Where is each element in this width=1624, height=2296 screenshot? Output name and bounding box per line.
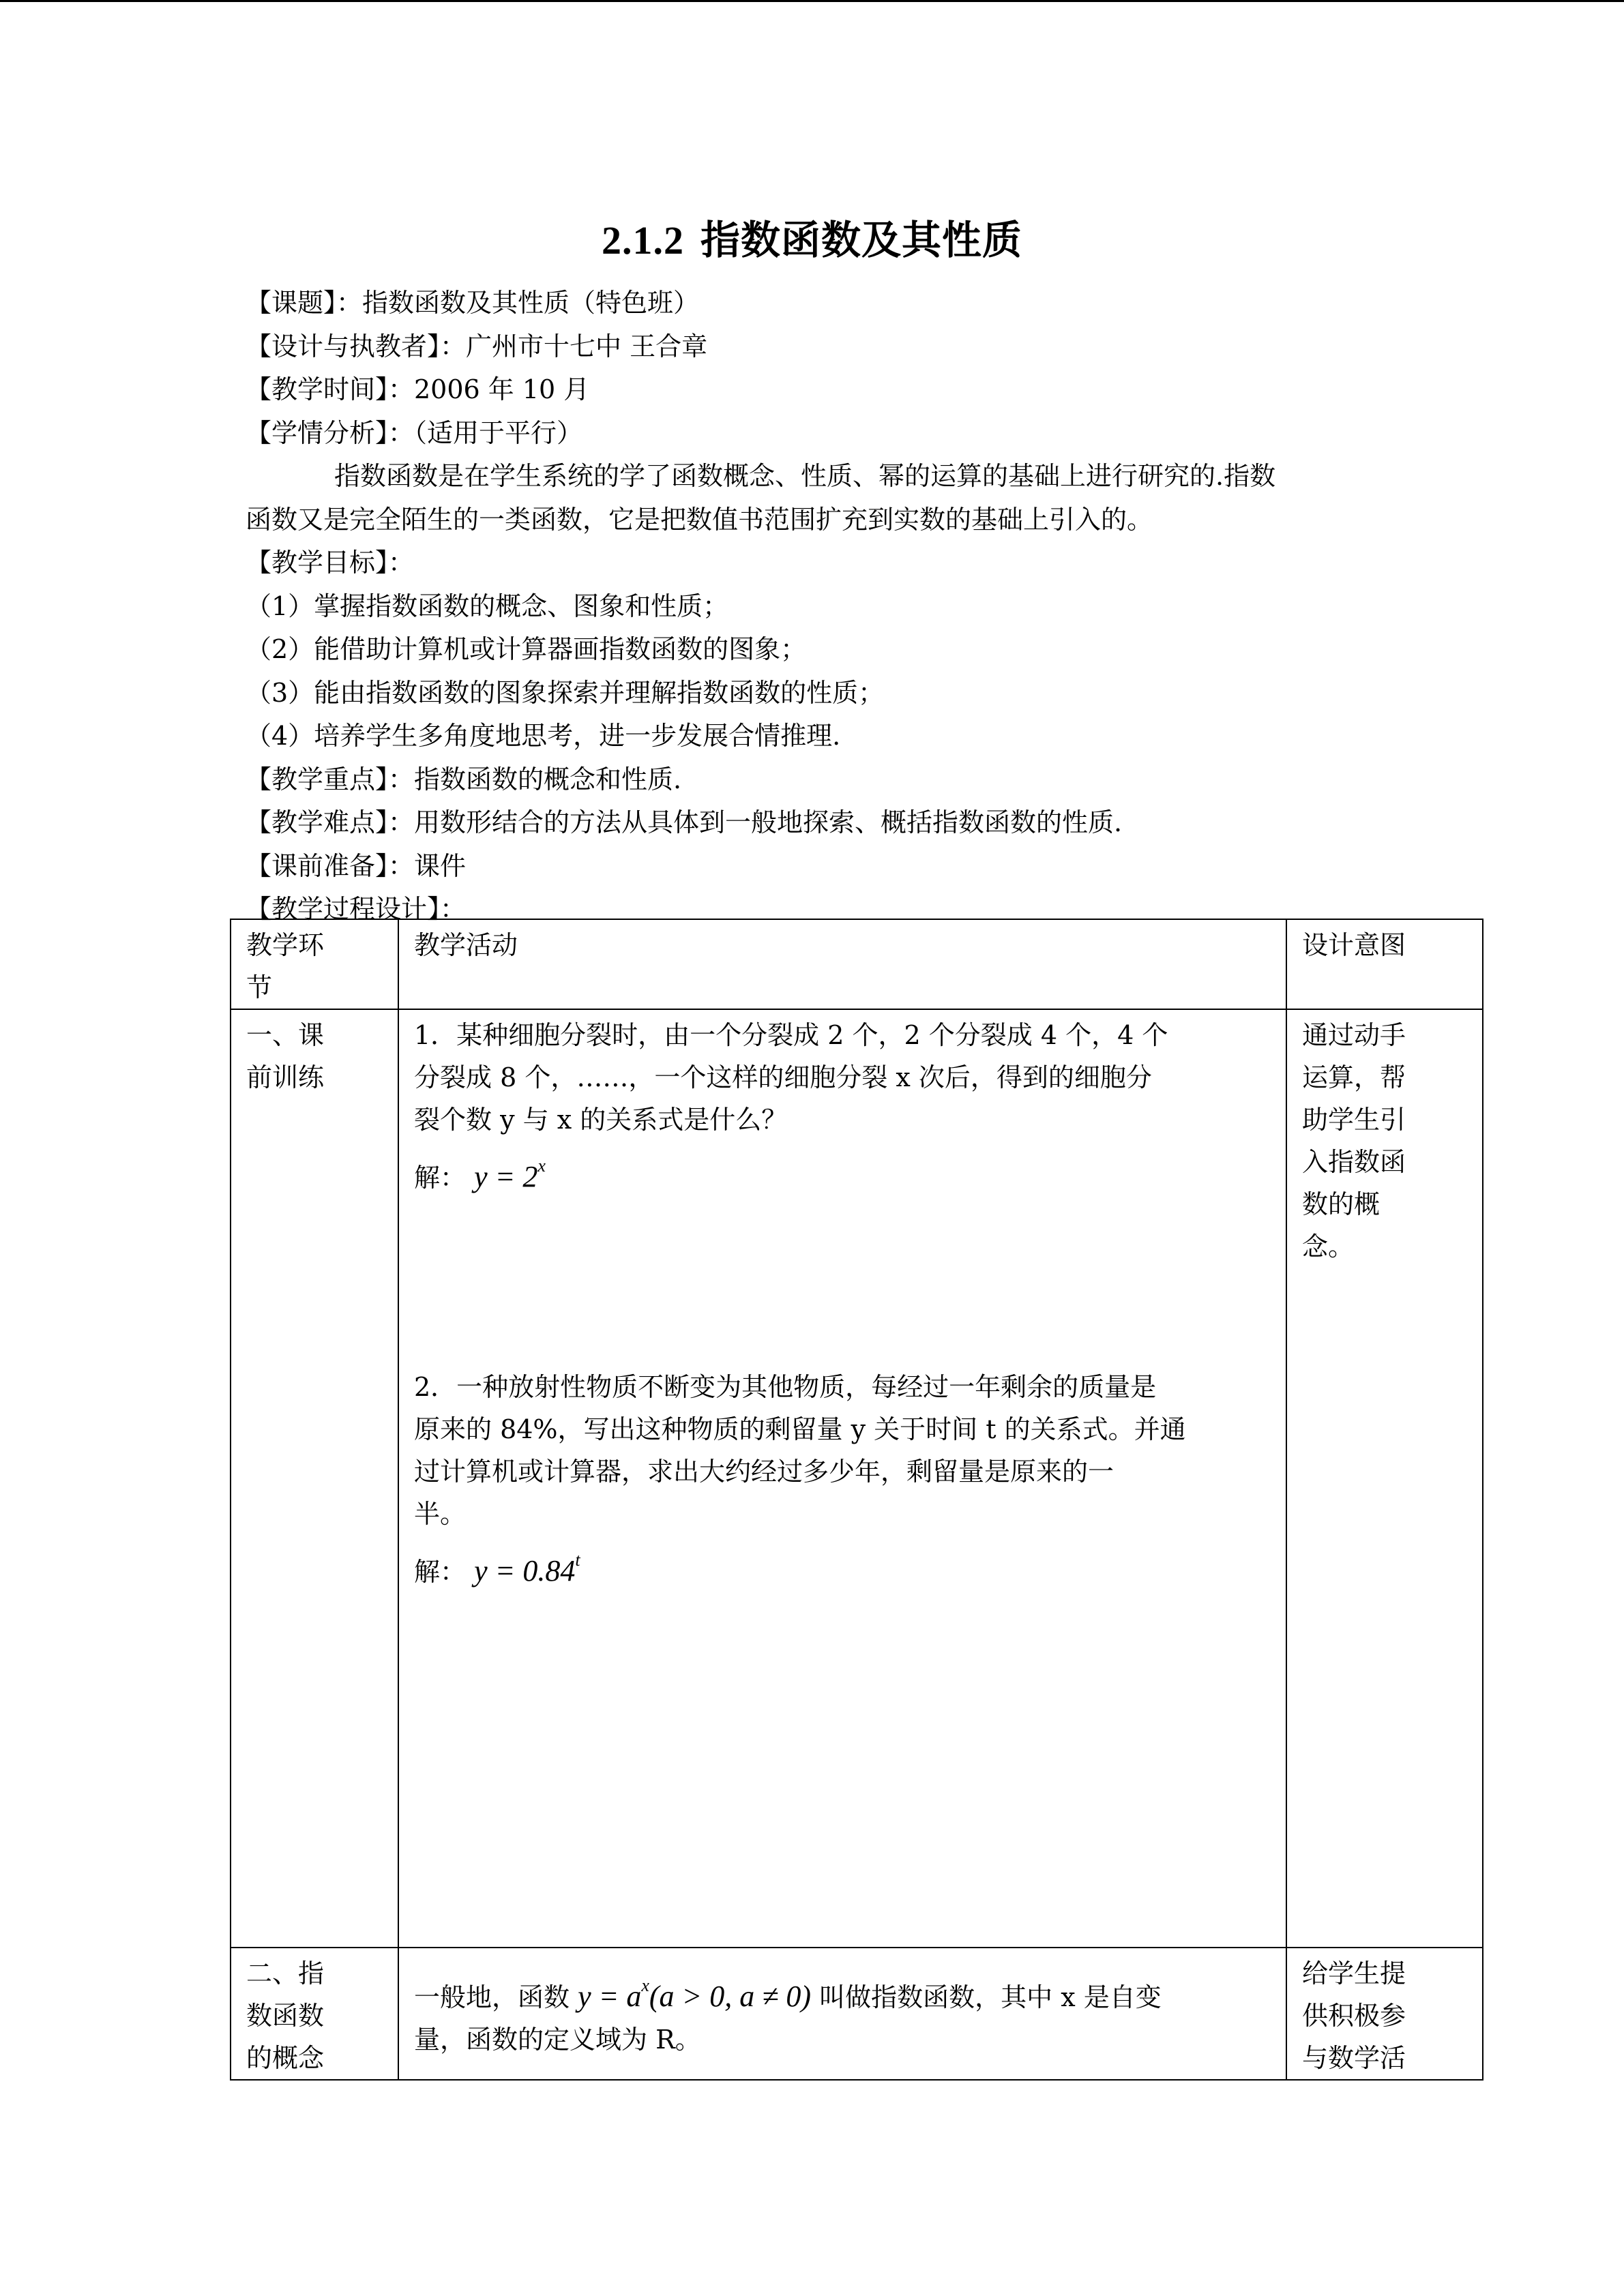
header-intent: 设计意图	[1286, 919, 1483, 1009]
stage-line: 二、指	[246, 1958, 325, 1988]
process-table	[230, 919, 1483, 2081]
analysis-text-2: 函数又是完全陌生的一类函数，它是把数值书范围扩充到实数的基础上引入的。	[246, 504, 1153, 535]
time-line: 【教学时间】：2006 年 10 月	[246, 374, 590, 404]
question-2-line: 2．一种放射性物质不断变为其他物质，每经过一年剩余的质量是	[414, 1372, 1157, 1402]
title-number: 2.1.2	[601, 218, 684, 263]
definition-condition: (a > 0, a ≠ 0)	[649, 1980, 812, 2013]
intent-line: 与数学活	[1302, 2043, 1406, 2073]
definition-prefix: 一般地，函数	[414, 1982, 578, 2012]
table-row	[231, 1009, 1483, 1948]
question-2-line: 原来的 84%，写出这种物质的剩留量 y 关于时间 t 的关系式。并通	[414, 1414, 1186, 1444]
solution-label: 解：	[414, 1557, 467, 1587]
analysis-label: 【学情分析】：（适用于平行）	[246, 417, 583, 448]
activity-cell	[398, 1948, 1286, 2080]
lesson-meta	[246, 282, 1385, 931]
stage-cell	[231, 1009, 398, 1948]
goal-item: （3）能由指数函数的图象探索并理解指数函数的性质；	[246, 677, 885, 708]
formula-1-base: y = 2	[474, 1160, 538, 1193]
intent-cell	[1286, 1009, 1483, 1948]
goals-label: 【教学目标】：	[246, 548, 415, 578]
definition-line	[414, 1952, 1273, 2018]
page-top-border	[0, 0, 1624, 2]
definition-formula	[578, 1976, 812, 2013]
question-1-line: 裂个数 y 与 x 的关系式是什么？	[414, 1105, 788, 1135]
intent-cell	[1286, 1948, 1483, 2080]
header-activity: 教学活动	[398, 919, 1286, 1009]
stage-line: 数函数	[246, 2001, 325, 2031]
solution-label: 解：	[414, 1163, 467, 1193]
activity-cell	[398, 1009, 1286, 1948]
header-stage	[231, 919, 398, 1009]
goal-item: （2）能借助计算机或计算器画指数函数的图象；	[246, 634, 807, 664]
title-text: 指数函数及其性质	[700, 217, 1022, 263]
formula-2-exponent: t	[575, 1550, 580, 1570]
formula-1	[474, 1156, 546, 1193]
intent-line: 入指数函	[1302, 1147, 1406, 1177]
goal-item: （4）培养学生多角度地思考，进一步发展合情推理.	[246, 721, 841, 751]
formula-1-exponent: x	[537, 1156, 546, 1176]
intent-line: 通过动手	[1302, 1020, 1406, 1050]
stage-cell	[231, 1948, 398, 2080]
topic-line: 【课题】：指数函数及其性质（特色班）	[246, 288, 700, 318]
definition-suffix: 叫做指数函数，其中 x 是自变	[811, 1982, 1162, 2012]
question-1-line: 分裂成 8 个，……，一个这样的细胞分裂 x 次后，得到的细胞分	[414, 1062, 1152, 1092]
key-point-line: 【教学重点】：指数函数的概念和性质.	[246, 764, 682, 794]
header-stage-line: 节	[246, 972, 273, 1002]
process-label: 【教学过程设计】：	[246, 894, 467, 924]
intent-line: 助学生引	[1302, 1105, 1406, 1135]
table-header-row	[231, 919, 1483, 1009]
solution-1	[414, 1145, 1273, 1199]
intent-line: 供积极参	[1302, 2001, 1406, 2031]
stage-line: 前训练	[246, 1062, 325, 1092]
definition-formula-base: y = a	[578, 1980, 642, 2013]
analysis-text-1: 指数函数是在学生系统的学了函数概念、性质、幂的运算的基础上进行研究的.指数	[334, 461, 1276, 491]
formula-2	[474, 1550, 580, 1587]
goal-item: （1）掌握指数函数的概念、图象和性质；	[246, 591, 729, 621]
question-1-line: 1．某种细胞分裂时，由一个分裂成 2 个，2 个分裂成 4 个，4 个	[414, 1020, 1168, 1050]
solution-2	[414, 1539, 1273, 1593]
page-title	[0, 208, 1624, 265]
question-2-line: 半。	[414, 1499, 467, 1529]
intent-line: 给学生提	[1302, 1958, 1406, 1988]
designer-line: 【设计与执教者】：广州市十七中 王合章	[246, 331, 708, 361]
intent-line: 运算，帮	[1302, 1062, 1406, 1092]
header-stage-line: 教学环	[246, 930, 325, 960]
definition-line-2: 量，函数的定义域为 R。	[414, 2025, 701, 2055]
preparation-line: 【课前准备】：课件	[246, 850, 467, 881]
stage-line: 一、课	[246, 1020, 325, 1050]
formula-2-base: y = 0.84	[474, 1554, 576, 1587]
definition-formula-exponent: x	[641, 1976, 649, 1995]
table-row	[231, 1948, 1483, 2080]
difficulty-line: 【教学难点】：用数形结合的方法从具体到一般地探索、概括指数函数的性质.	[246, 807, 1123, 837]
question-2-line: 过计算机或计算器，求出大约经过多少年，剩留量是原来的一	[414, 1457, 1114, 1487]
stage-line: 的概念	[246, 2043, 325, 2073]
intent-line: 数的概	[1302, 1189, 1381, 1219]
intent-line: 念。	[1302, 1232, 1355, 1262]
